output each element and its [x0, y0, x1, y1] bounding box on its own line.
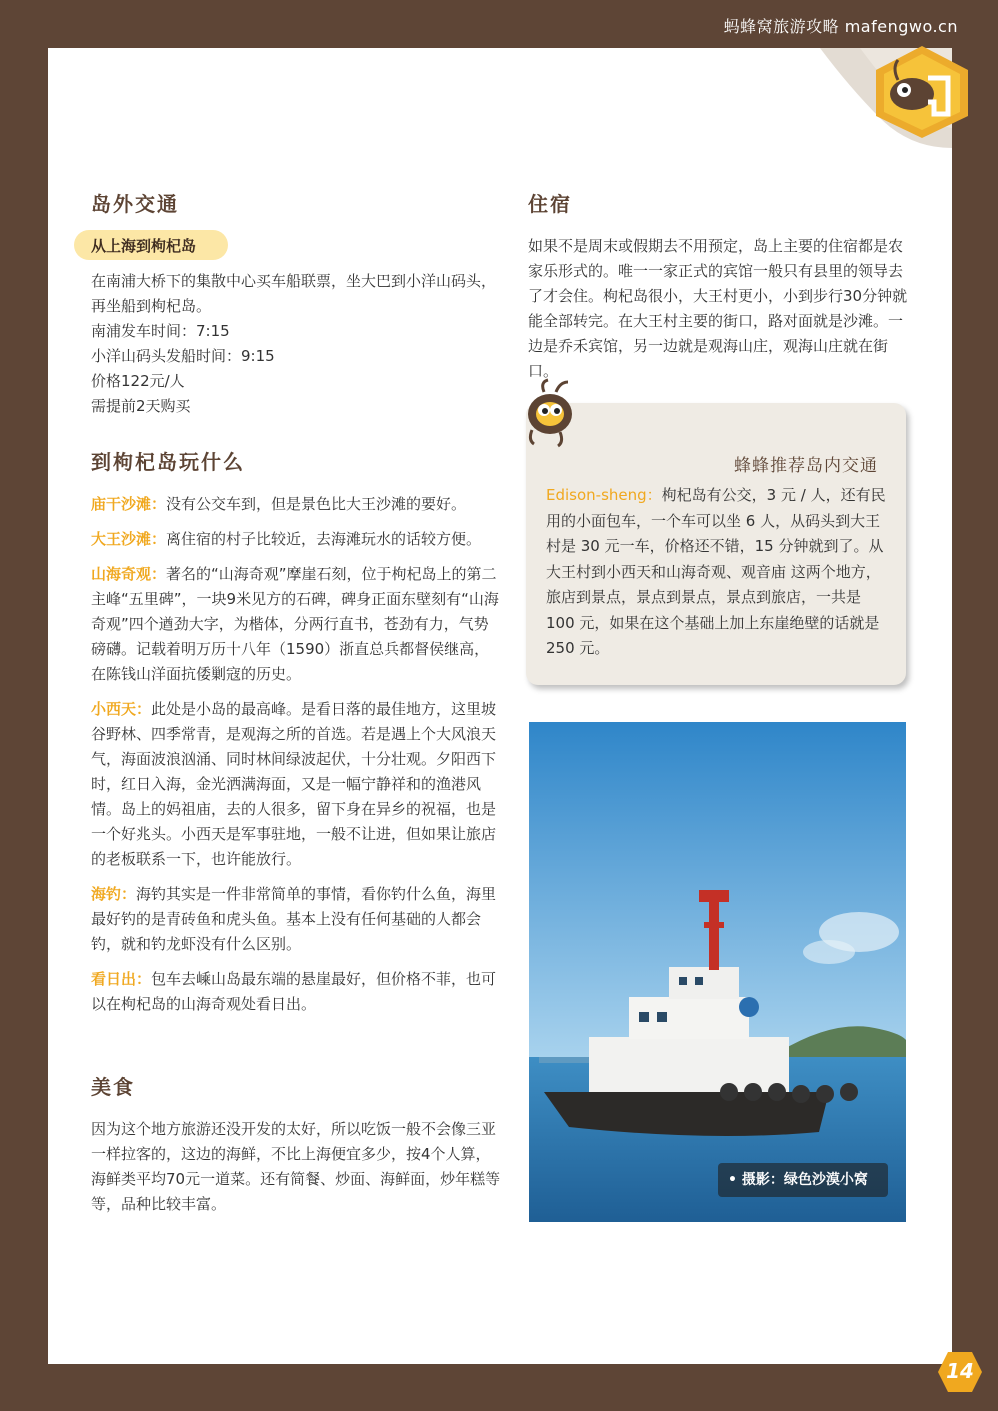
item-name: 大王沙滩：: [91, 530, 167, 548]
section-title-play: 到枸杞岛玩什么: [91, 450, 245, 474]
section-title-lodging: 住宿: [528, 192, 572, 216]
transport-line: 小洋山码头发船时间：9:15: [91, 347, 275, 365]
page-number: 14: [946, 1359, 974, 1383]
item-text: 离住宿的村子比较近，去海滩玩水的话较方便。: [166, 530, 482, 548]
section-title-transport: 岛外交通: [91, 192, 179, 216]
item-name: 看日出：: [91, 970, 152, 988]
list-item: [91, 527, 501, 552]
header-brand: 蚂蜂窝旅游攻略 mafengwo.cn: [723, 17, 958, 36]
transport-line: 南浦发车时间：7:15: [91, 322, 230, 340]
food-text: [91, 1117, 501, 1217]
item-text: 著名的“山海奇观”摩崖石刻，位于枸杞岛上的第二主峰“五里碑”，一块9米见方的石碑，碑身正面东壁刻有“山海奇观”四个遒劲大字，为楷体，分两行直书，苍劲有力，气势磅礴。记载着明万历十八年（1590）浙直总兵都督侯继高，在陈钱山洋面抗倭剿寇的历史。: [91, 565, 499, 683]
lodging-paragraph: 如果不是周末或假期去不用预定，岛上主要的住宿都是农家乐形式的。唯一一家正式的宾馆一般只有县里的领导去了才会住。枸杞岛很小，大王村更小，小到步行30分钟就能全部转完。在大王村主要的街口，路对面就是沙滩。一边是乔禾宾馆，另一边就是观海山庄，观海山庄就在街口。: [528, 237, 908, 380]
list-item: [91, 697, 501, 872]
tip-username: Edison-sheng：: [546, 486, 662, 504]
route-label: 从上海到枸杞岛: [91, 237, 197, 255]
transport-line: 价格122元/人: [91, 372, 185, 390]
photo-image: [529, 722, 906, 1222]
item-name: 庙干沙滩：: [91, 495, 167, 513]
tip-text: [546, 483, 886, 662]
list-item: [91, 967, 501, 1017]
transport-line: 需提前2天购买: [91, 397, 191, 415]
tip-body: 枸杞岛有公交，3 元 / 人，还有民用的小面包车，一个车可以坐 6 人，从码头到大王村是 30 元一车，价格还不错，15 分钟就到了。从大王村到小西天和山海奇观、观音庙 这两个地方，旅店到景点，景点到景点，景点到旅店，一共是 100 元，如果在这个基础上加上东崖绝壁的话就是 250 元。: [546, 486, 886, 657]
tip-title: 蜂蜂推荐岛内交通: [734, 456, 878, 476]
play-list: [91, 492, 501, 1017]
item-name: 山海奇观：: [91, 565, 167, 583]
list-item: [91, 562, 501, 687]
list-item: [91, 492, 501, 517]
transport-line: 在南浦大桥下的集散中心买车船联票，坐大巴到小洋山码头，再坐船到枸杞岛。: [91, 272, 497, 315]
page-number-badge: [936, 1350, 984, 1394]
item-text: 此处是小岛的最高峰。是看日落的最佳地方，这里坡谷野林、四季常青，是观海之所的首选。若是遇上个大风浪天气，海面波浪汹涌、同时林间绿波起伏，十分壮观。夕阳西下时，红日入海，金光洒满海面，又是一幅宁静祥和的渔港风情。岛上的妈祖庙，去的人很多，留下身在异乡的祝福，也是一个好兆头。小西天是军事驻地，一般不让进，但如果让旅店的老板联系一下，也许能放行。: [91, 700, 497, 868]
food-paragraph: 因为这个地方旅游还没开发的太好，所以吃饭一般不会像三亚一样拉客的，这边的海鲜，不比上海便宜多少，按4个人算，海鲜类平均70元一道菜。还有简餐、炒面、海鲜面，炒年糕等等，品种比较丰富。: [91, 1120, 501, 1213]
list-item: [91, 882, 501, 957]
route-pill: [74, 230, 228, 260]
section-title-food: 美食: [91, 1075, 135, 1099]
item-text: 海钓其实是一件非常简单的事情，看你钓什么鱼，海里最好钓的是青砖鱼和虎头鱼。基本上没有任何基础的人都会钓，就和钓龙虾没有什么区别。: [91, 885, 497, 953]
transport-text: [91, 269, 501, 419]
lodging-text: [528, 234, 912, 384]
mafengwo-logo: [868, 44, 976, 140]
bee-mascot-icon: [514, 378, 584, 448]
boat-photo: [529, 722, 906, 1222]
item-text: 没有公交车到，但是景色比大王沙滩的要好。: [166, 495, 467, 513]
item-name: 小西天：: [91, 700, 152, 718]
photo-caption: • 摄影：绿色沙漠小窝: [718, 1163, 888, 1197]
item-text: 包车去嵊山岛最东端的悬崖最好，但价格不菲，也可以在枸杞岛的山海奇观处看日出。: [91, 970, 497, 1013]
item-name: 海钓：: [91, 885, 137, 903]
